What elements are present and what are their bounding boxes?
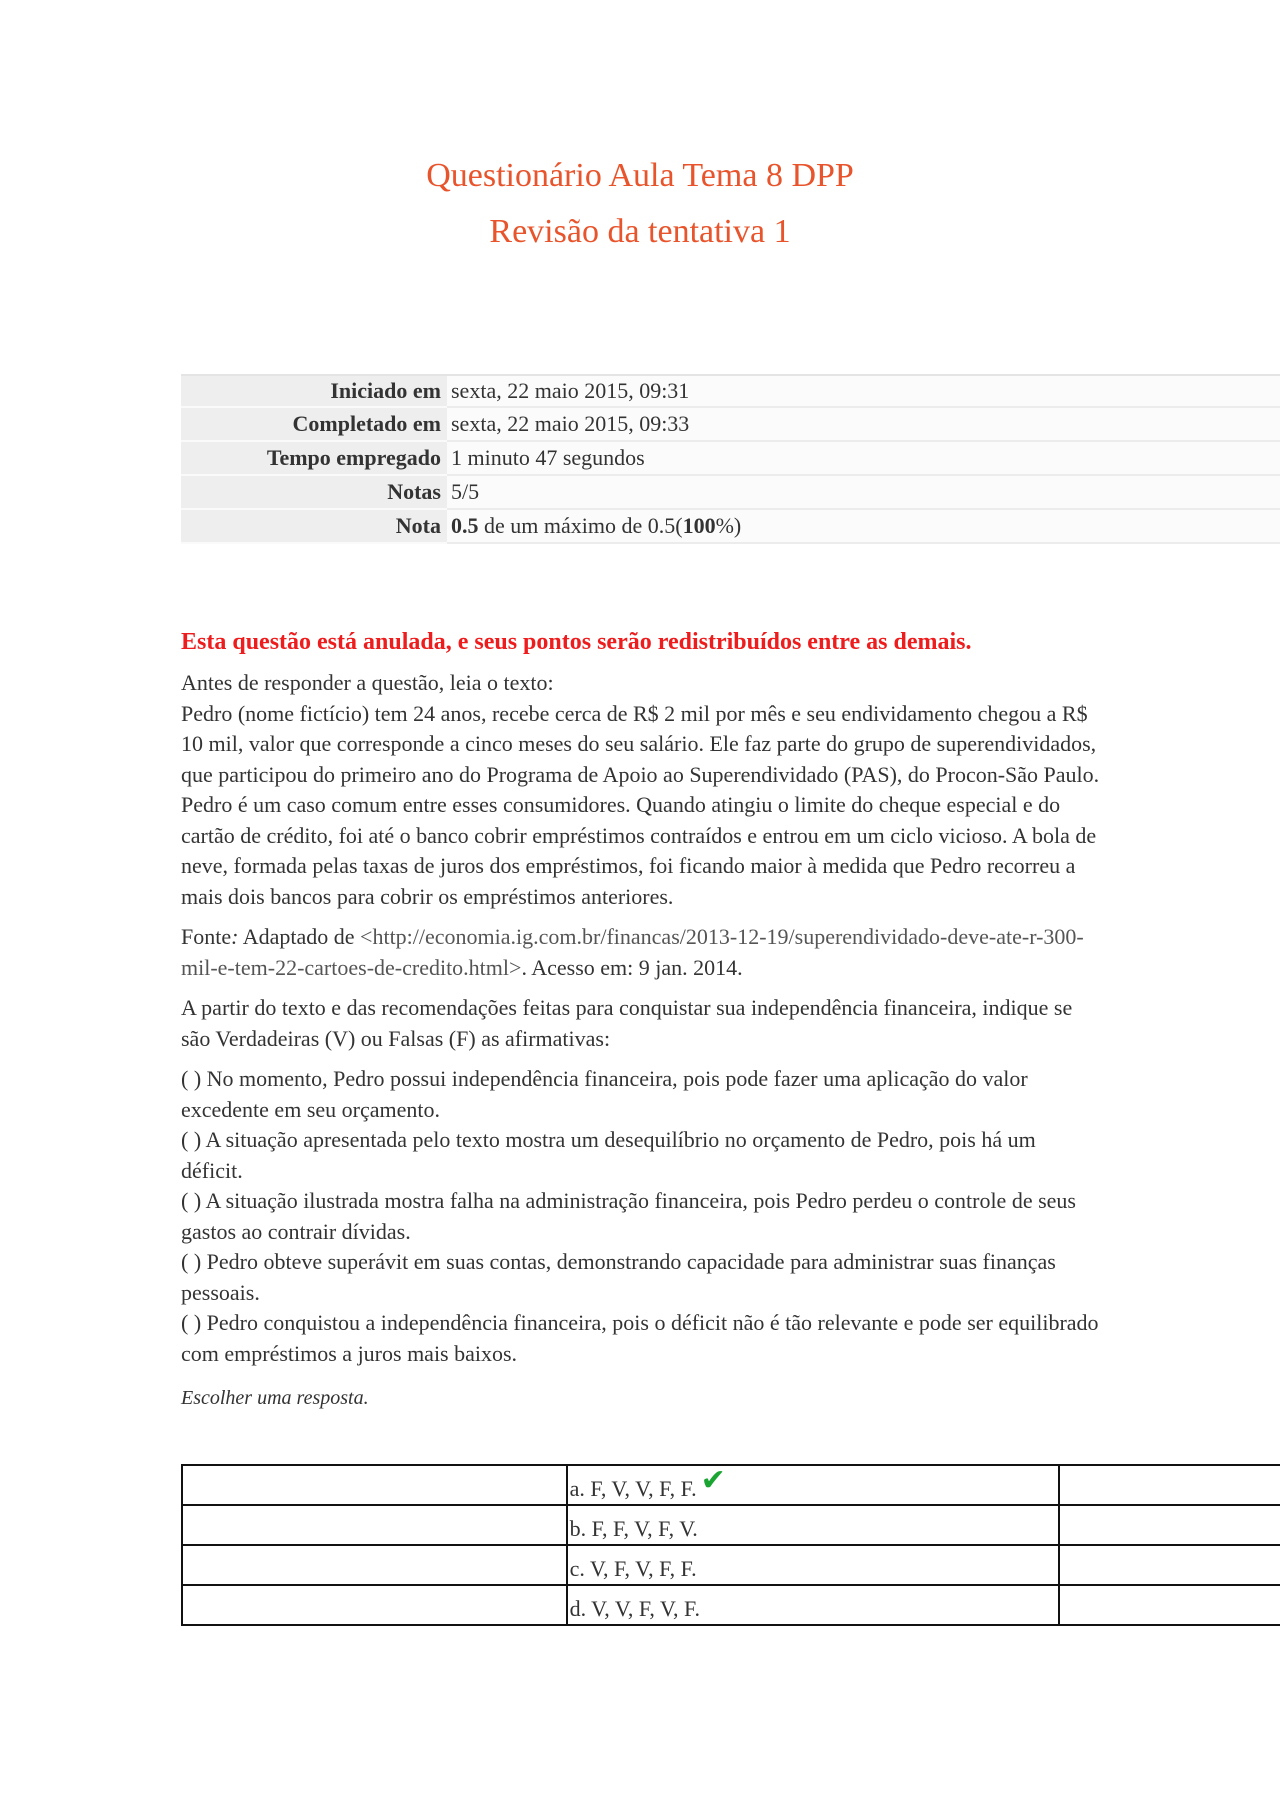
page-subtitle: Revisão da tentativa 1 xyxy=(489,213,791,250)
statements-list xyxy=(181,1064,1101,1369)
answer-row xyxy=(182,1505,1280,1545)
question-instruction: A partir do texto e das recomendações feitas para conquistar sua independência financeira, indique se são Verdadeiras (V) ou Falsas (F) as afirmativas: xyxy=(181,995,1073,1051)
source-link: <http://economia.ig.com.br/financas/2013-12-19/superendividado-deve-ate-r-300-mil-e-tem-22-cartoes-de-credito.html> xyxy=(181,924,1084,980)
answer-label: b. F, F, V, F, V. xyxy=(569,1516,698,1541)
statement-item: ( ) A situação ilustrada mostra falha na administração financeira, pois Pedro perdeu o controle de seus gastos ao contrair dívidas. xyxy=(181,1188,1076,1244)
answer-prompt: Escolher uma resposta. xyxy=(181,1387,369,1409)
grade-percent-suffix: %) xyxy=(715,513,742,538)
source-adapted: Adaptado de xyxy=(238,924,361,949)
answer-cell-empty xyxy=(1059,1545,1280,1585)
page-title: Questionário Aula Tema 8 DPP xyxy=(426,157,854,194)
question-block xyxy=(181,622,1101,1414)
statement-item: ( ) No momento, Pedro possui independência financeira, pois pode fazer uma aplicação do valor excedente em seu orçamento. xyxy=(181,1066,1028,1122)
question-paragraph-1: Pedro (nome fictício) tem 24 anos, recebe cerca de R$ 2 mil por mês e seu endividamento chegou a R$ 10 mil, valor que corresponde a cinco meses do seu salário. Ele faz parte do grupo de superendividados, que participou do primeiro ano do Programa de Apoio ao Superendividado (PAS), do Procon-São Paulo. xyxy=(181,700,1100,787)
answer-option-a[interactable] xyxy=(567,1465,1059,1505)
summary-row-marks xyxy=(181,476,1280,510)
summary-label: Nota xyxy=(181,510,447,544)
page-header xyxy=(0,148,1280,260)
grade-percent: 100 xyxy=(682,513,716,538)
checkmark-icon: ✔ xyxy=(700,1463,726,1498)
answer-cell-empty xyxy=(182,1465,567,1505)
summary-label: Iniciado em xyxy=(181,374,447,408)
source-colon: : xyxy=(231,924,239,949)
statement-item: ( ) A situação apresentada pelo texto mostra um desequilíbrio no orçamento de Pedro, pois há um déficit. xyxy=(181,1127,1036,1183)
question-paragraph-2: Pedro é um caso comum entre esses consumidores. Quando atingiu o limite do cheque especial e do cartão de crédito, foi até o banco cobrir empréstimos contraídos e entrou em um ciclo vicioso. A bola de neve, formada pelas taxas de juros dos empréstimos, foi ficando maior à medida que Pedro recorreu a mais dois bancos para cobrir os empréstimos anteriores. xyxy=(181,792,1097,909)
answer-cell-empty xyxy=(1059,1505,1280,1545)
summary-row-time-taken xyxy=(181,442,1280,476)
answer-label: c. V, F, V, F, F. xyxy=(569,1556,697,1581)
summary-label: Completado em xyxy=(181,408,447,442)
answer-option-d[interactable] xyxy=(567,1585,1059,1625)
summary-grade-value xyxy=(447,510,1280,544)
summary-value: sexta, 22 maio 2015, 09:33 xyxy=(447,408,1280,442)
summary-value: sexta, 22 maio 2015, 09:31 xyxy=(447,374,1280,408)
answer-cell-empty xyxy=(182,1505,567,1545)
attempt-summary-table xyxy=(181,374,1280,544)
summary-row-completed xyxy=(181,408,1280,442)
answer-cell-empty xyxy=(1059,1585,1280,1625)
answer-option-b[interactable] xyxy=(567,1505,1059,1545)
summary-row-started xyxy=(181,374,1280,408)
source-prefix: Fonte xyxy=(181,924,232,949)
answer-label: d. V, V, F, V, F. xyxy=(569,1596,700,1621)
summary-label: Tempo empregado xyxy=(181,442,447,476)
answer-row xyxy=(182,1465,1280,1505)
grade-score: 0.5 xyxy=(451,513,479,538)
summary-value: 1 minuto 47 segundos xyxy=(447,442,1280,476)
question-intro: Antes de responder a questão, leia o texto: xyxy=(181,670,554,695)
summary-label: Notas xyxy=(181,476,447,510)
answer-row xyxy=(182,1585,1280,1625)
answer-row xyxy=(182,1545,1280,1585)
question-source xyxy=(181,922,1101,983)
answer-cell-empty xyxy=(1059,1465,1280,1505)
summary-value: 5/5 xyxy=(447,476,1280,510)
statement-item: ( ) Pedro conquistou a independência financeira, pois o déficit não é tão relevante e pode ser equilibrado com empréstimos a juros mais baixos. xyxy=(181,1310,1099,1366)
grade-max: de um máximo de 0.5( xyxy=(478,513,683,538)
summary-row-grade xyxy=(181,510,1280,544)
answer-cell-empty xyxy=(182,1545,567,1585)
source-access: . Acesso em: 9 jan. 2014. xyxy=(521,954,743,980)
annulled-notice: Esta questão está anulada, e seus pontos serão redistribuídos entre as demais. xyxy=(181,629,972,655)
answer-label: a. F, V, V, F, F. xyxy=(569,1476,697,1501)
statement-item: ( ) Pedro obteve superávit em suas contas, demonstrando capacidade para administrar suas finanças pessoais. xyxy=(181,1249,1056,1305)
answer-option-c[interactable] xyxy=(567,1545,1059,1585)
answer-options-table xyxy=(181,1464,1280,1626)
answer-cell-empty xyxy=(182,1585,567,1625)
